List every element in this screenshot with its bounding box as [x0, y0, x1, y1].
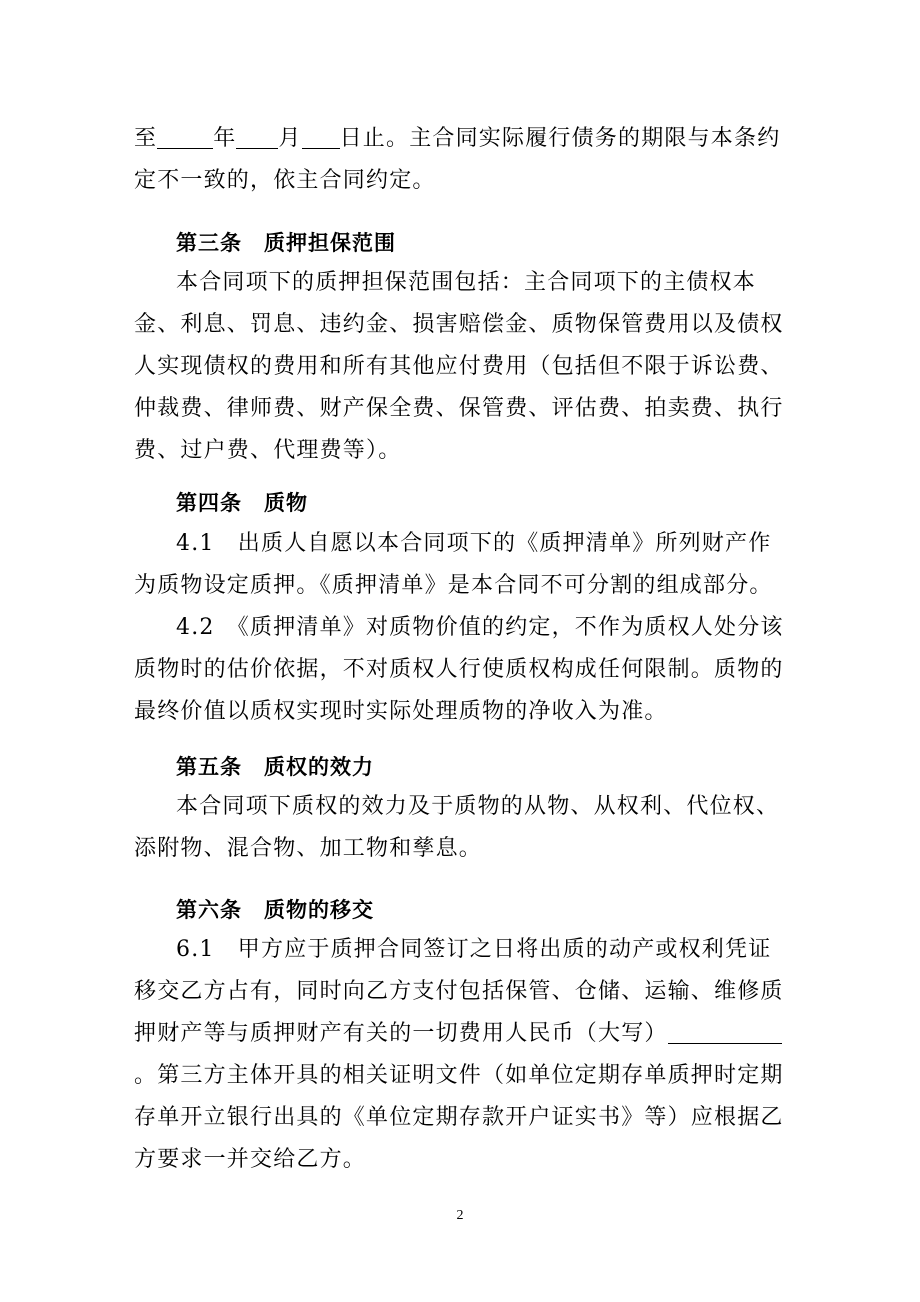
article-3-heading [176, 228, 396, 258]
article-5-body: 本合同项下质权的效力及于质物的从物、从权利、代位权、添附物、混合物、加工物和孳息。 [134, 794, 780, 861]
article-5-number: 第五条 [176, 755, 242, 779]
blank-year [157, 124, 213, 149]
article-3-body: 本合同项下的质押担保范围包括：主合同项下的主债权本金、利息、罚息、违约金、损害赔偿金、质物保管费用以及债权人实现债权的费用和所有其他应付费用（包括但不限于诉讼费、仲裁费、律师费、财产保全费、保管费、评估费、拍卖费、执行费、过户费、代理费等）。 [134, 270, 784, 463]
article-4-number: 第四条 [176, 491, 242, 515]
article-6-heading [176, 895, 374, 925]
article-6-item-1-part-b: 。第三方主体开具的相关证明文件（如单位定期存单质押时定期存单开立银行出具的《单位定期存款开户证实书》等）应根据乙方要求一并交给乙方。 [134, 1063, 784, 1172]
article-3-title: 质押担保范围 [264, 231, 396, 255]
text-day-rest: 日止。主合同实际履行债务的期限与本条约定不一致的，依主合同约定。 [134, 126, 781, 193]
text-to: 至 [134, 126, 158, 151]
article-4-heading [176, 488, 308, 518]
article-3-number: 第三条 [176, 231, 242, 255]
article-6-title: 质物的移交 [264, 898, 374, 922]
blank-day [302, 124, 340, 149]
article-5-title: 质权的效力 [264, 755, 374, 779]
article-6-number: 第六条 [176, 898, 242, 922]
blank-month [236, 124, 278, 149]
blank-amount [668, 1019, 782, 1044]
article-6-item-1 [134, 929, 794, 1181]
article-5-heading [176, 752, 374, 782]
article-4-title: 质物 [264, 491, 308, 515]
article-4-item-1: 4.1 出质人自愿以本合同项下的《质押清单》所列财产作为质物设定质押。《质押清单》是本合同不可分割的组成部分。 [134, 531, 773, 598]
article-4-item-2: 4.2 《质押清单》对质物价值的约定，不作为质权人处分该质物时的估价依据，不对质权人行使质权构成任何限制。质物的最终价值以质权实现时实际处理质物的净收入为准。 [134, 615, 784, 724]
page-number: 2 [456, 1208, 464, 1223]
article-6-item-1-part-a: 6.1 甲方应于质押合同签订之日将出质的动产或权利凭证移交乙方占有，同时向乙方支付包括保管、仓储、运输、维修质押财产等与质押财产有关的一切费用人民币（大写） [134, 937, 784, 1046]
text-year: 年 [213, 126, 237, 151]
paragraph-term-end [134, 118, 794, 202]
text-month: 月 [278, 126, 302, 151]
